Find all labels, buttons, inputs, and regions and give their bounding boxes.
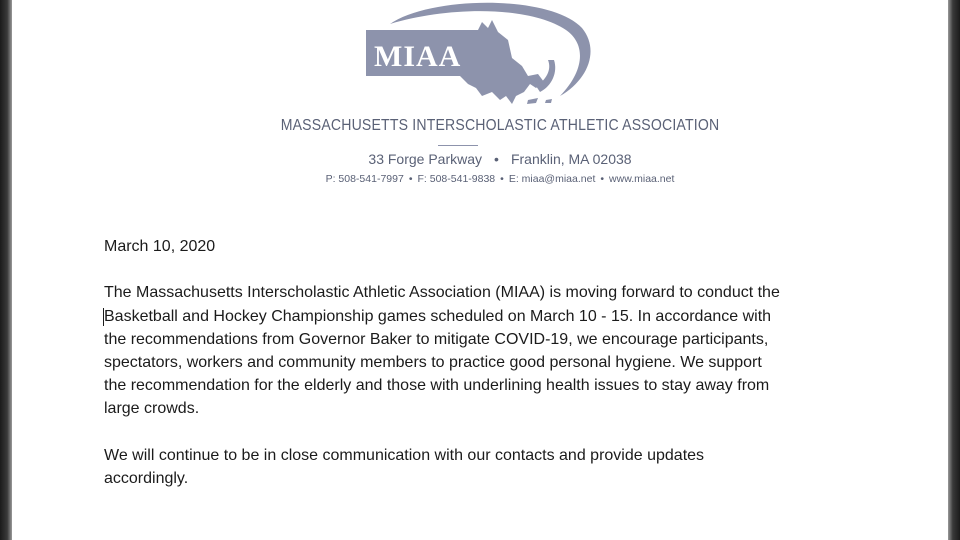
paragraph-2-line: We will continue to be in close communication with our contacts and provide updates bbox=[104, 446, 705, 464]
paragraph-1-line: Basketball and Hockey Championship games scheduled on March 10 - 15. In accordance with bbox=[104, 307, 772, 325]
letter-date: March 10, 2020 bbox=[104, 238, 216, 255]
bullet-separator: • bbox=[408, 173, 413, 185]
bullet-separator: • bbox=[500, 173, 504, 185]
paragraph-2-line: accordingly. bbox=[104, 470, 189, 487]
paragraph-1-line: The Massachusetts Interscholastic Athletic Association (MIAA) is moving forward to conduct the bbox=[104, 284, 780, 302]
email-address: E: miaa@miaa.net bbox=[508, 173, 596, 185]
paragraph-1-line: the recommendations from Governor Baker to mitigate COVID-19, we encourage participants, bbox=[104, 330, 769, 348]
paragraph-1 bbox=[104, 281, 894, 420]
street-address: 33 Forge Parkway bbox=[368, 151, 483, 167]
contact-line bbox=[240, 173, 760, 185]
left-border bbox=[0, 0, 12, 540]
phone-number: P: 508-541-7997 bbox=[325, 173, 404, 185]
island-shape bbox=[545, 99, 552, 103]
logo-text: MIAA bbox=[374, 40, 462, 73]
bullet-separator: • bbox=[494, 151, 499, 167]
island-shape bbox=[527, 98, 538, 104]
paragraph-1-line: the recommendation for the elderly and those with underlining health issues to stay away from bbox=[104, 377, 770, 395]
bullet-separator: • bbox=[600, 173, 605, 185]
website-url: www.miaa.net bbox=[609, 173, 675, 185]
letter-body bbox=[104, 235, 894, 490]
fax-number: F: 508-541-9838 bbox=[417, 173, 496, 185]
address-line bbox=[240, 151, 760, 167]
city-state-zip: Franklin, MA 02038 bbox=[510, 151, 632, 167]
letterhead-rule bbox=[438, 145, 478, 146]
right-border bbox=[948, 0, 960, 540]
text-cursor bbox=[103, 308, 104, 326]
paragraph-1-line: large crowds. bbox=[104, 400, 200, 418]
paragraph-1-line: spectators, workers and community members to practice good personal hygiene. We support bbox=[104, 354, 762, 371]
organization-name: MASSACHUSETTS INTERSCHOLASTIC ATHLETIC ASSOCIATION bbox=[280, 117, 720, 134]
miaa-logo bbox=[360, 0, 595, 118]
paragraph-2 bbox=[104, 444, 894, 490]
